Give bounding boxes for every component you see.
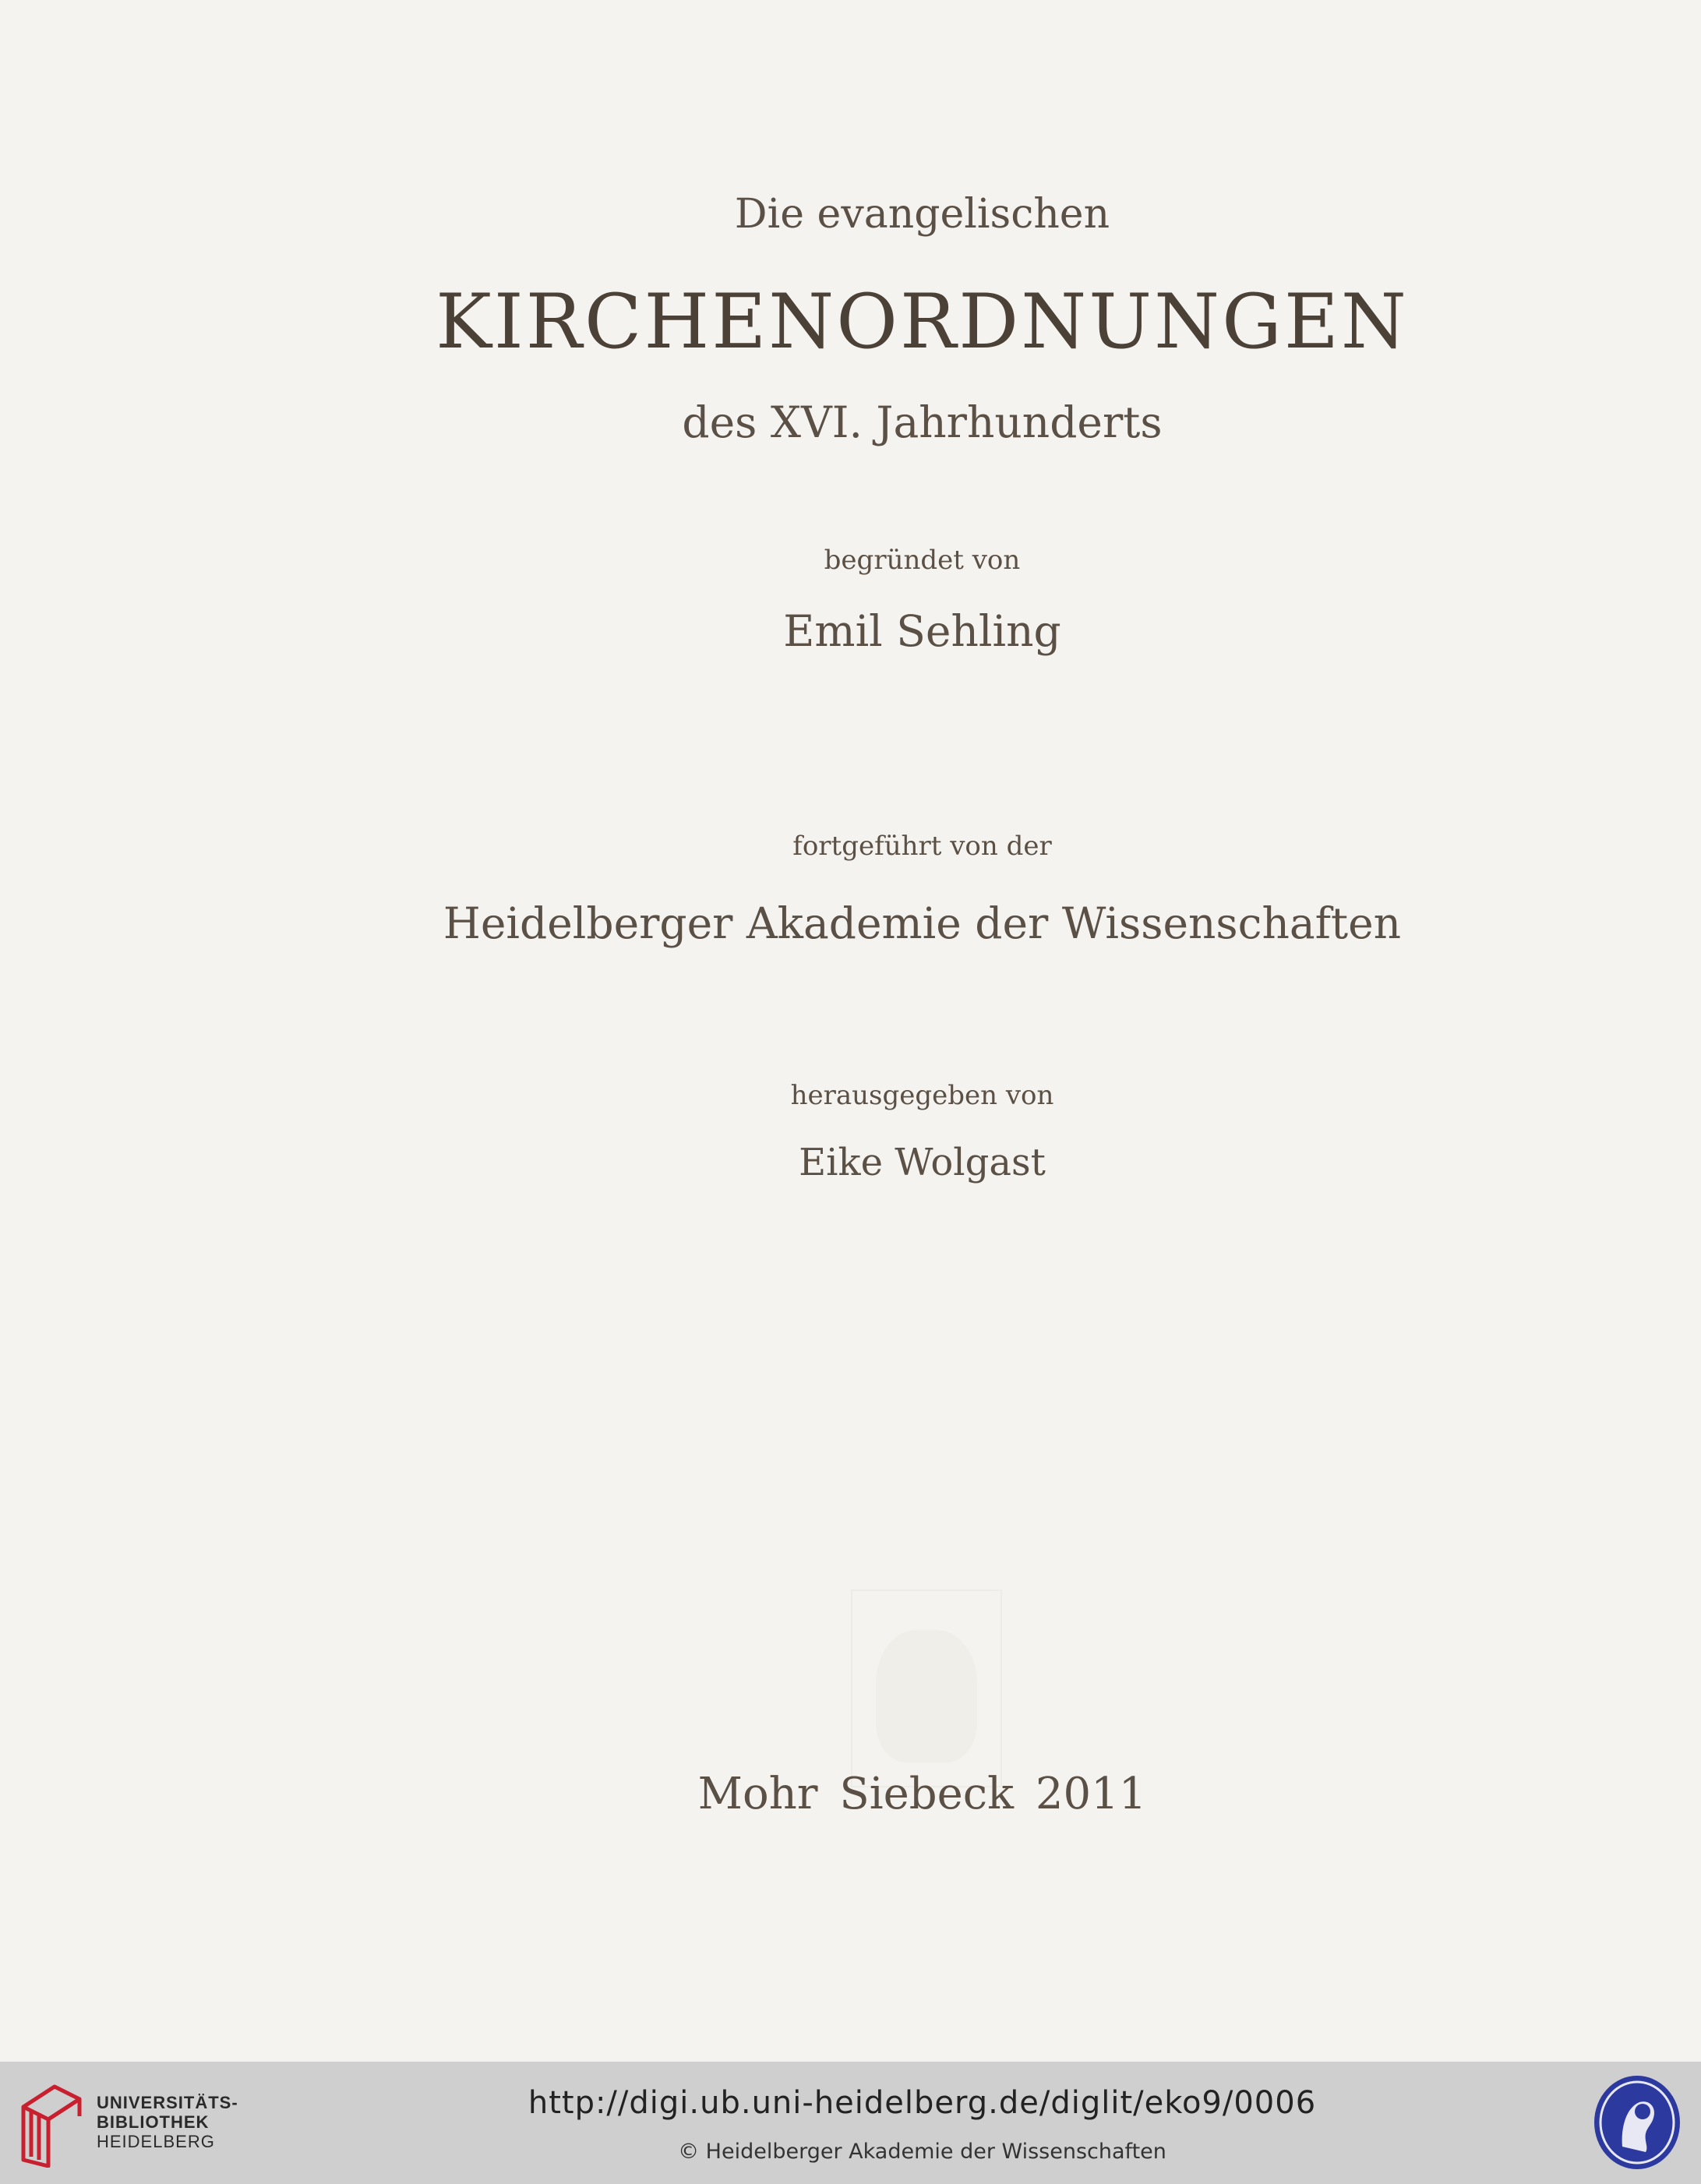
library-name-line-1: UNIVERSITÄTS-	[97, 2093, 238, 2112]
main-title: KIRCHENORDNUNGEN	[436, 278, 1409, 365]
edited-by-label: herausgegeben von	[790, 1080, 1054, 1111]
library-name-line-2: BIBLIOTHEK	[97, 2112, 210, 2132]
imprint: Mohr Siebeck 2011	[697, 1769, 1147, 1819]
editor-name: Eike Wolgast	[799, 1141, 1046, 1184]
library-name-line-3: HEIDELBERG	[97, 2132, 215, 2151]
copyright-notice: © Heidelberger Akademie der Wissenschaften	[678, 2140, 1166, 2164]
footer-bar	[0, 2062, 1701, 2184]
title-line-1: Die evangelischen	[734, 191, 1110, 238]
academy-name: Heidelberger Akademie der Wissenschaften	[443, 898, 1402, 948]
permalink-url[interactable]: http://digi.ub.uni-heidelberg.de/diglit/eko9/0006	[528, 2085, 1317, 2121]
title-line-3: des XVI. Jahrhunderts	[682, 397, 1163, 447]
university-seal-icon	[1591, 2073, 1683, 2172]
founded-by-label: begründet von	[824, 545, 1021, 576]
founder-name: Emil Sehling	[783, 606, 1061, 656]
faint-publisher-mark	[851, 1589, 1002, 1787]
continued-by-label: fortgeführt von der	[792, 831, 1052, 862]
